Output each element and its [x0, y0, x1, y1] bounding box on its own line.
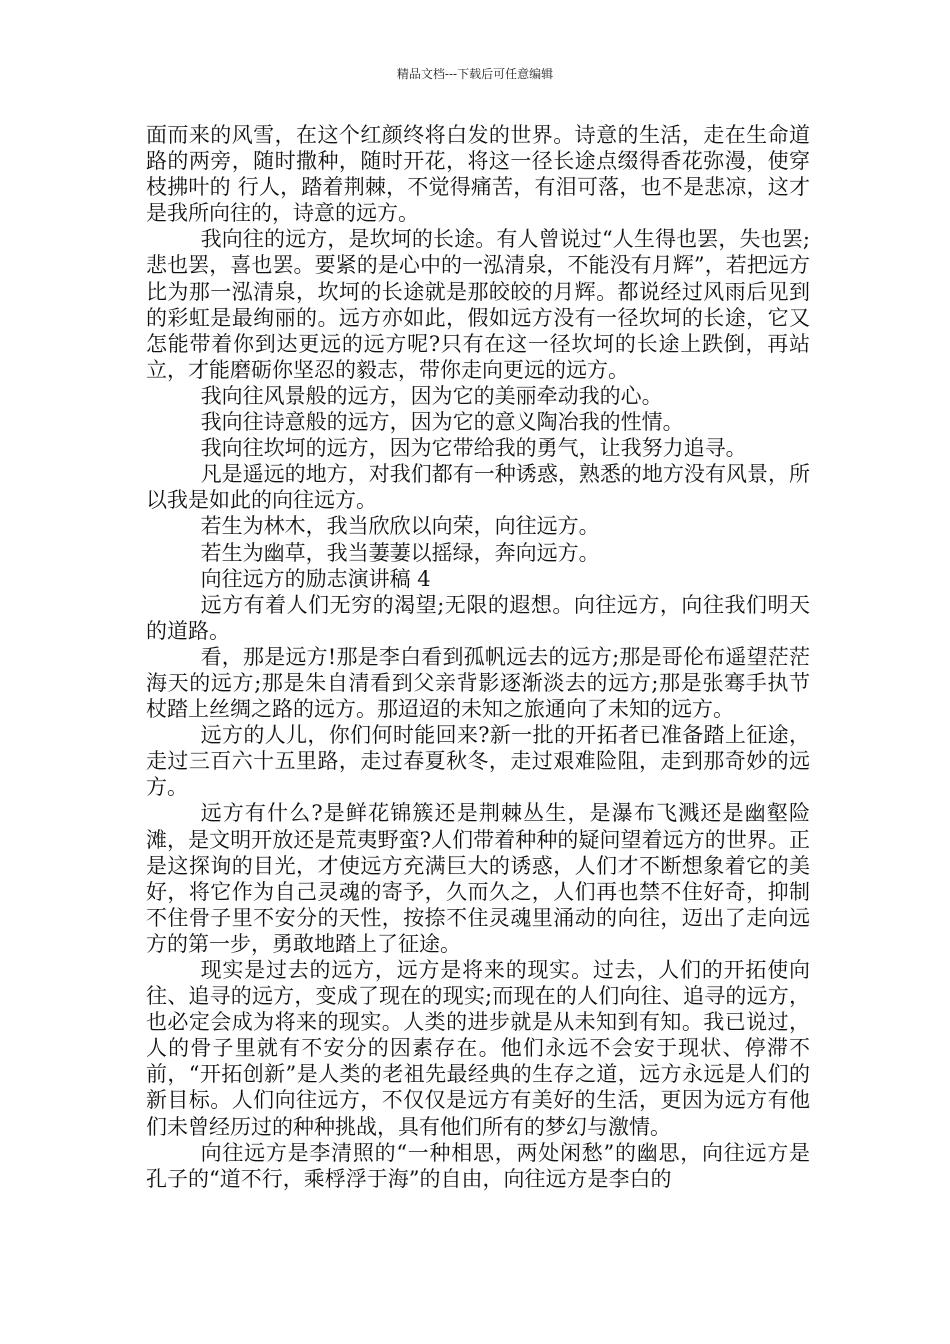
paragraph: 看，那是远方!那是李白看到孤帆远去的远方;那是哥伦布遥望茫茫海天的远方;那是朱自清看到父亲背影逐渐淡去的远方;那是张骞手执节杖踏上丝绸之路的远方。那迢迢的未知之旅通向了未知的远方。: [146, 644, 810, 722]
paragraph: 远方的人儿，你们何时能回来?新一批的开拓者已准备踏上征途，走过三百六十五里路，走过春夏秋冬，走过艰难险阻，走到那奇妙的远方。: [146, 723, 810, 800]
section-heading: 向往远方的励志演讲稿 4: [200, 566, 431, 591]
paragraph: 凡是遥远的地方，对我们都有一种诱惑，熟悉的地方没有风景，所以我是如此的向往远方。: [146, 462, 810, 513]
paragraph: 我向往风景般的远方，因为它的美丽牵动我的心。: [200, 383, 663, 408]
paragraph: 现实是过去的远方，远方是将来的现实。过去，人们的开拓使向往、追寻的远方，变成了现在的现实;而现在的人们向往、追寻的远方，也必定会成为将来的现实。人类的进步就是从未知到有知。我已说过，人的骨子里就有不安分的因素存在。他们永远不会安于现状、停滞不前，“开拓创新”是人类的老祖先最经典的生存之道，远方永远是人们的新目标。人们向往远方，不仅仅是远方有美好的生活，更因为远方有他们未曾经历过的种种挑战，具有他们所有的梦幻与激情。: [146, 958, 810, 1139]
paragraph: 面而来的风雪，在这个红颜终将白发的世界。诗意的生活，走在生命道路的两旁，随时撒种，随时开花，将这一径长途点缀得香花弥漫，使穿枝拂叶的 行人，踏着荆棘，不觉得痛苦，有泪可落，也不是悲凉，这才是我所向往的，诗意的远方。: [146, 123, 810, 226]
paragraph: 远方有着人们无穷的渴望;无限的遐想。向往远方，向往我们明天的道路。: [146, 592, 810, 643]
document-body: [146, 122, 810, 1192]
paragraph: 若生为林木，我当欣欣以向荣，向往远方。: [200, 514, 600, 539]
paragraph: 远方有什么?是鲜花锦簇还是荆棘丛生，是瀑布飞溅还是幽壑险滩，是文明开放还是荒夷野蛮?人们带着种种的疑问望着远方的世界。正是这探询的目光，才使远方充满巨大的诱惑，人们才不断想象着它的美好，将它作为自己灵魂的寄予，久而久之，人们再也禁不住好奇，抑制不住骨子里不安分的天性，按捺不住灵魂里涌动的向往，迈出了走向远方的第一步，勇敢地踏上了征途。: [146, 801, 810, 956]
paragraph: 我向往坎坷的远方，因为它带给我的勇气，让我努力追寻。: [200, 436, 747, 461]
paragraph: 向往远方是李清照的“一种相思，两处闲愁”的幽思，向往远方是孔子的“道不行，乘桴浮于海”的自由，向往远方是李白的: [146, 1140, 810, 1191]
paragraph: 我向往的远方，是坎坷的长途。有人曾说过“人生得也罢，失也罢;悲也罢，喜也罢。要紧的是心中的一泓清泉，不能没有月辉”，若把远方比为那一泓清泉，坎坷的长途就是那皎皎的月辉。都说经过风雨后见到的彩虹是最绚丽的。远方亦如此，假如远方没有一径坎坷的长途，它又怎能带着你到达更远的远方呢?只有在这一径坎坷的长途上跌倒，再站立，才能磨砺你坚忍的毅志，带你走向更远的远方。: [146, 227, 810, 382]
paragraph: 我向往诗意般的远方，因为它的意义陶冶我的性情。: [200, 410, 684, 435]
paragraph: 若生为幽草，我当萋萋以摇绿，奔向远方。: [200, 540, 600, 565]
page-header: 精品文档---下载后可任意编辑: [396, 67, 554, 81]
